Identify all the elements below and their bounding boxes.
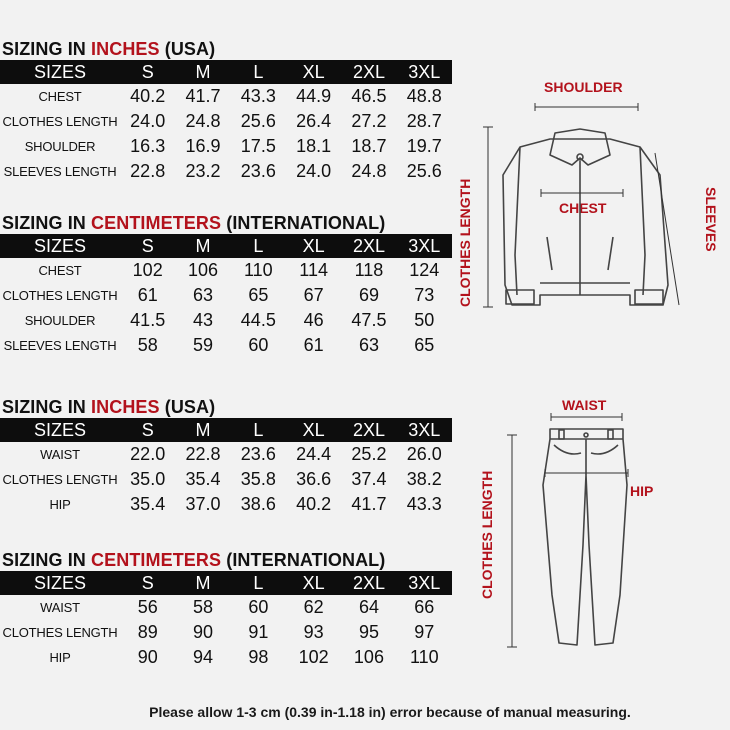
size-column-header: M: [195, 61, 211, 82]
table-row: [0, 442, 452, 467]
size-column-header: XL: [302, 61, 325, 82]
measurement-value: 23.6: [240, 444, 276, 464]
measurement-value: 65: [248, 285, 269, 305]
measurement-value: 28.7: [406, 111, 442, 131]
size-column-header: 2XL: [352, 235, 385, 256]
sizes-header: SIZES: [34, 61, 87, 82]
measurement-value: 58: [193, 597, 214, 617]
measurement-value: 18.7: [351, 136, 387, 156]
sizes-header: SIZES: [34, 572, 87, 593]
clothes-length-label: CLOTHES LENGTH: [479, 470, 495, 599]
size-column-header: L: [253, 419, 264, 440]
size-column-header: L: [253, 61, 264, 82]
table-row: [0, 159, 452, 184]
measurement-value: 50: [414, 310, 435, 330]
measurement-label: SLEEVES LENGTH: [3, 338, 117, 353]
size-table-block: [0, 549, 452, 670]
measurement-value: 38.2: [406, 469, 442, 489]
measurement-value: 63: [358, 335, 379, 355]
size-column-header: S: [141, 419, 154, 440]
table-header-row: [0, 571, 452, 595]
measurement-value: 66: [414, 597, 435, 617]
table-row: [0, 645, 452, 670]
size-table: [0, 60, 452, 184]
measurement-value: 63: [193, 285, 214, 305]
measurement-value: 46.5: [351, 86, 387, 106]
measurement-value: 102: [298, 647, 329, 667]
measurement-value: 25.6: [406, 161, 442, 181]
measurement-value: 110: [243, 260, 273, 280]
measurement-label: WAIST: [40, 447, 80, 462]
measurement-value: 106: [353, 647, 384, 667]
table-row: [0, 84, 452, 109]
table-header-row: [0, 234, 452, 258]
size-column-header: S: [141, 61, 154, 82]
measurement-value: 73: [414, 285, 435, 305]
size-column-header: L: [253, 572, 264, 593]
measurement-value: 114: [299, 260, 328, 280]
measurement-value: 59: [193, 335, 214, 355]
size-column-header: M: [195, 572, 211, 593]
measurement-label: HIP: [49, 497, 71, 512]
size-table-block: [0, 396, 452, 517]
measurement-label: SHOULDER: [24, 313, 96, 328]
table-row: [0, 467, 452, 492]
measurement-value: 124: [409, 260, 440, 280]
measurement-value: 38.6: [240, 494, 276, 514]
measurement-value: 60: [248, 597, 269, 617]
table-row: [0, 333, 452, 358]
measurement-label: CHEST: [38, 263, 82, 278]
measurement-value: 90: [193, 622, 214, 642]
measurement-value: 22.8: [130, 161, 166, 181]
size-column-header: 3XL: [408, 572, 441, 593]
measurement-value: 97: [414, 622, 435, 642]
table-row: [0, 620, 452, 645]
measurement-value: 60: [248, 335, 269, 355]
size-table: [0, 234, 452, 358]
pants-diagram: [455, 395, 730, 655]
measurement-value: 106: [187, 260, 219, 280]
measurement-value: 93: [303, 622, 324, 642]
measurement-value: 41.7: [185, 86, 221, 106]
measurement-value: 98: [248, 647, 269, 667]
measurement-value: 62: [303, 597, 324, 617]
table-title: SIZING IN INCHES (USA): [2, 39, 216, 59]
sizes-header: SIZES: [34, 235, 87, 256]
sleeves-label: SLEEVES: [703, 187, 719, 252]
measurement-value: 22.8: [185, 444, 221, 464]
size-column-header: XL: [302, 235, 325, 256]
size-table-block: [0, 38, 452, 184]
measurement-label: CHEST: [38, 89, 82, 104]
table-row: [0, 492, 452, 517]
measurement-value: 110: [409, 647, 439, 667]
measurement-label: CLOTHES LENGTH: [2, 472, 118, 487]
measurement-value: 16.9: [185, 136, 221, 156]
size-column-header: S: [141, 235, 154, 256]
table-header-row: [0, 418, 452, 442]
measurement-value: 91: [248, 622, 269, 642]
measurement-value: 43.3: [240, 86, 276, 106]
table-title: SIZING IN INCHES (USA): [2, 397, 216, 417]
measurement-value: 23.6: [240, 161, 276, 181]
measurement-value: 90: [137, 647, 158, 667]
measurement-value: 41.7: [351, 494, 387, 514]
jacket-icon: [455, 75, 730, 320]
measurement-value: 67: [303, 285, 324, 305]
measurement-value: 24.0: [130, 111, 166, 131]
measurement-value: 24.0: [296, 161, 332, 181]
table-row: [0, 308, 452, 333]
measurement-value: 95: [358, 622, 379, 642]
measurement-value: 27.2: [351, 111, 387, 131]
measurement-value: 40.2: [296, 494, 332, 514]
clothes-length-label: CLOTHES LENGTH: [457, 178, 473, 307]
measurement-value: 40.2: [130, 86, 166, 106]
waist-label: WAIST: [562, 397, 607, 413]
measurement-value: 35.8: [240, 469, 276, 489]
size-column-header: 2XL: [352, 61, 385, 82]
measurement-label: SLEEVES LENGTH: [3, 164, 117, 179]
table-row: [0, 134, 452, 159]
measurement-value: 44.9: [296, 86, 332, 106]
table-header-row: [0, 60, 452, 84]
table-row: [0, 595, 452, 620]
shoulder-label: SHOULDER: [544, 79, 623, 95]
measurement-value: 61: [137, 285, 158, 305]
measurement-value: 19.7: [406, 136, 442, 156]
measurement-value: 58: [137, 335, 158, 355]
size-column-header: XL: [302, 419, 325, 440]
measurement-value: 23.2: [185, 161, 221, 181]
measurement-label: CLOTHES LENGTH: [2, 114, 118, 129]
pants-icon: [455, 395, 730, 655]
measurement-value: 65: [414, 335, 435, 355]
measurement-value: 94: [193, 647, 214, 667]
measurement-value: 61: [303, 335, 324, 355]
size-column-header: M: [195, 235, 211, 256]
measurement-value: 48.8: [406, 86, 442, 106]
hip-label: HIP: [630, 483, 654, 499]
table-row: [0, 109, 452, 134]
measurement-value: 25.6: [240, 111, 276, 131]
measurement-value: 17.5: [240, 136, 276, 156]
table-title: SIZING IN CENTIMETERS (INTERNATIONAL): [2, 550, 386, 570]
size-column-header: 3XL: [408, 419, 441, 440]
measurement-value: 35.0: [130, 469, 166, 489]
measurement-label: CLOTHES LENGTH: [2, 625, 118, 640]
size-column-header: L: [253, 235, 264, 256]
size-table: [0, 571, 452, 670]
measurement-value: 64: [358, 597, 379, 617]
measurement-value: 43.3: [406, 494, 442, 514]
size-column-header: M: [195, 419, 211, 440]
table-row: [0, 283, 452, 308]
measurement-label: HIP: [49, 650, 71, 665]
footer-note: Please allow 1-3 cm (0.39 in-1.18 in) error because of manual measuring.: [149, 704, 631, 720]
measurement-value: 35.4: [130, 494, 166, 514]
size-table-block: [0, 212, 452, 358]
measurement-value: 16.3: [130, 136, 166, 156]
measurement-value: 89: [137, 622, 158, 642]
measurement-value: 41.5: [130, 310, 166, 330]
measurement-value: 44.5: [240, 310, 276, 330]
measurement-value: 43: [193, 310, 214, 330]
size-column-header: 2XL: [352, 419, 385, 440]
measurement-value: 35.4: [185, 469, 221, 489]
measurement-value: 25.2: [351, 444, 387, 464]
measurement-value: 102: [132, 260, 163, 280]
size-column-header: 3XL: [408, 235, 441, 256]
size-column-header: XL: [302, 572, 325, 593]
size-column-header: 3XL: [408, 61, 441, 82]
chest-label: CHEST: [559, 200, 607, 216]
jacket-diagram: [455, 75, 730, 320]
measurement-value: 26.0: [406, 444, 442, 464]
sizes-header: SIZES: [34, 419, 87, 440]
measurement-value: 69: [358, 285, 379, 305]
table-row: [0, 258, 452, 283]
measurement-value: 36.6: [296, 469, 332, 489]
measurement-label: WAIST: [40, 600, 80, 615]
size-column-header: 2XL: [352, 572, 385, 593]
size-table: [0, 418, 452, 517]
measurement-value: 118: [354, 260, 384, 280]
measurement-label: SHOULDER: [24, 139, 96, 154]
measurement-value: 46: [303, 310, 324, 330]
measurement-value: 47.5: [351, 310, 387, 330]
measurement-value: 24.8: [351, 161, 387, 181]
size-column-header: S: [141, 572, 154, 593]
measurement-value: 37.0: [185, 494, 221, 514]
measurement-value: 24.8: [185, 111, 221, 131]
measurement-value: 26.4: [296, 111, 332, 131]
measurement-label: CLOTHES LENGTH: [2, 288, 118, 303]
measurement-value: 37.4: [351, 469, 387, 489]
measurement-value: 18.1: [296, 136, 332, 156]
measurement-value: 22.0: [130, 444, 166, 464]
measurement-value: 56: [137, 597, 158, 617]
table-title: SIZING IN CENTIMETERS (INTERNATIONAL): [2, 213, 386, 233]
measurement-value: 24.4: [296, 444, 332, 464]
